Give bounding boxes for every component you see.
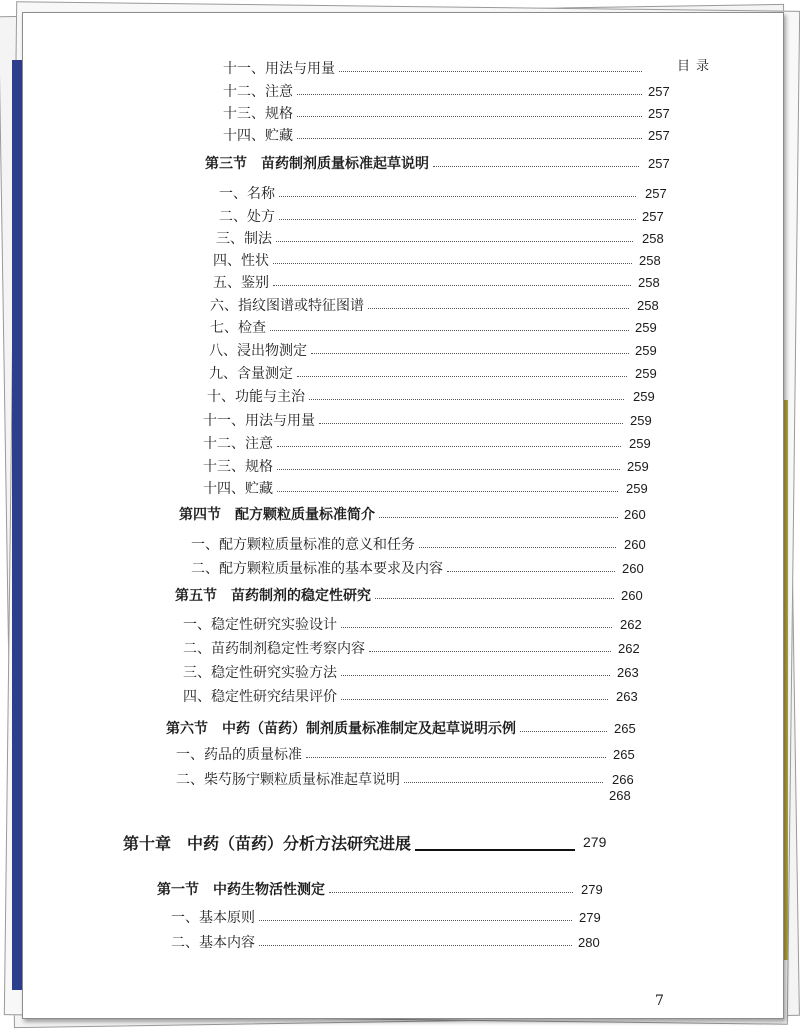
toc-section (23, 153, 783, 175)
toc-entry (23, 340, 783, 362)
toc-leader-line (339, 71, 642, 72)
toc-page-number: 279 (583, 834, 607, 850)
toc-entry-title: 二、柴芍肠宁颗粒质量标准起草说明 (176, 772, 400, 788)
toc-entry-title: 一、配方颗粒质量标准的意义和任务 (191, 537, 415, 553)
toc-section (23, 585, 783, 607)
toc-page-number: 262 (618, 641, 640, 656)
toc-entry-title: 一、稳定性研究实验设计 (183, 617, 337, 633)
toc-entry-title: 十一、用法与用量 (203, 413, 315, 429)
toc-page-number: 257 (648, 84, 670, 99)
toc-page-number: 260 (624, 537, 646, 552)
toc-page-number: 260 (624, 507, 646, 522)
toc-page-number: 257 (645, 186, 667, 201)
toc-leader-line (415, 849, 575, 851)
toc-page-number: 259 (633, 389, 655, 404)
toc-entry (23, 295, 783, 317)
toc-leader-line (319, 423, 623, 424)
toc-entry-title: 十三、规格 (223, 106, 293, 122)
toc-section (23, 879, 783, 901)
toc-leader-line (520, 731, 607, 732)
toc-entry-title: 二、配方颗粒质量标准的基本要求及内容 (191, 561, 443, 577)
toc-leader-line (273, 285, 631, 286)
toc-section (23, 718, 783, 740)
toc-entry (23, 386, 783, 408)
toc-entry (23, 744, 783, 766)
toc-page-number: 262 (620, 617, 642, 632)
toc-entry (23, 907, 783, 929)
toc-entry (23, 228, 783, 250)
toc-page-number: 259 (630, 413, 652, 428)
toc-entry (23, 58, 783, 80)
toc-leader-line (277, 469, 620, 470)
toc-entry (23, 363, 783, 385)
toc-entry-title: 八、浸出物测定 (209, 343, 307, 359)
page-number: 7 (655, 993, 664, 1009)
toc-leader-line (311, 353, 629, 354)
toc-page-number: 259 (629, 436, 651, 451)
toc-entry (23, 103, 783, 125)
toc-entry-title: 三、稳定性研究实验方法 (183, 665, 337, 681)
toc-page (22, 12, 784, 1019)
toc-leader-line (297, 94, 642, 95)
toc-page-number: 258 (642, 231, 664, 246)
toc-entry-title: 第十章 中药（苗药）分析方法研究进展 (123, 834, 412, 853)
toc-page-number: 259 (635, 343, 657, 358)
toc-entry (23, 614, 783, 636)
toc-leader-line (368, 308, 629, 309)
toc-leader-line (297, 376, 627, 377)
toc-page-number: 259 (627, 459, 649, 474)
toc-entry-title: 二、处方 (219, 209, 275, 225)
toc-section (23, 504, 783, 526)
toc-page-number: 279 (581, 882, 603, 897)
toc-leader-line (297, 138, 642, 139)
toc-leader-line (404, 782, 603, 783)
toc-entry-title: 四、性状 (213, 253, 269, 269)
toc-entry-title: 五、鉴别 (213, 275, 269, 291)
toc-page-number: 279 (579, 910, 601, 925)
toc-leader-line (379, 517, 618, 518)
toc-entry-title: 第四节 配方颗粒质量标准简介 (179, 507, 375, 523)
toc-entry-title: 二、基本内容 (171, 935, 255, 951)
toc-entry-title: 十一、用法与用量 (223, 61, 335, 77)
toc-entry-title: 十二、注意 (203, 436, 273, 452)
toc-page-number: 265 (613, 747, 635, 762)
toc-leader-line (447, 571, 615, 572)
toc-leader-line (297, 116, 642, 117)
toc-entry-title: 二、苗药制剂稳定性考察内容 (183, 641, 365, 657)
toc-entry (23, 317, 783, 339)
toc-entry (23, 206, 783, 228)
toc-leader-line (259, 920, 572, 921)
toc-entry (23, 183, 783, 205)
toc-leader-line (419, 547, 616, 548)
toc-entry-title: 六、指纹图谱或特征图谱 (210, 298, 364, 314)
toc-page-number: 258 (638, 275, 660, 290)
toc-leader-line (433, 166, 639, 167)
toc-entry (23, 686, 783, 708)
toc-leader-line (375, 598, 614, 599)
toc-entry-title: 九、含量测定 (209, 366, 293, 382)
toc-page-number: 263 (617, 665, 639, 680)
toc-entry-title: 十二、注意 (223, 84, 293, 100)
toc-entry (23, 558, 783, 580)
toc-entry (23, 272, 783, 294)
toc-page-number: 258 (639, 253, 661, 268)
toc-entry (23, 932, 783, 954)
running-head: 目录 (677, 59, 716, 74)
toc-entry (23, 250, 783, 272)
toc-page-number: 266 (612, 772, 634, 787)
toc-entry (23, 478, 783, 500)
toc-page-number: 265 (614, 721, 636, 736)
toc-leader-line (277, 491, 618, 492)
toc-entry (23, 534, 783, 556)
toc-leader-line (259, 945, 572, 946)
toc-entry-title: 四、稳定性研究结果评价 (183, 689, 337, 705)
toc-page-number: 263 (616, 689, 638, 704)
toc-page-number: 257 (648, 128, 670, 143)
toc-entry-title: 一、基本原则 (171, 910, 255, 926)
toc-page-number: 260 (621, 588, 643, 603)
toc-page-number: 268 (609, 788, 631, 803)
toc-page-number: 257 (642, 209, 664, 224)
toc-entry-title: 十、功能与主治 (207, 389, 305, 405)
toc-entry (23, 662, 783, 684)
toc-leader-line (306, 757, 606, 758)
toc-page-number: 259 (635, 366, 657, 381)
toc-leader-line (369, 651, 611, 652)
toc-entry (23, 81, 783, 103)
toc-page-number: 280 (578, 935, 600, 950)
toc-entry-title: 第五节 苗药制剂的稳定性研究 (175, 588, 371, 604)
toc-entry (23, 785, 783, 807)
toc-leader-line (270, 330, 629, 331)
toc-leader-line (309, 399, 624, 400)
toc-entry (23, 456, 783, 478)
toc-entry (23, 433, 783, 455)
toc-leader-line (276, 241, 633, 242)
toc-leader-line (277, 446, 621, 447)
toc-entry-title: 第一节 中药生物活性测定 (157, 882, 325, 898)
toc-leader-line (341, 675, 610, 676)
toc-entry-title: 十三、规格 (203, 459, 273, 475)
toc-entry-title: 第三节 苗药制剂质量标准起草说明 (205, 156, 429, 172)
toc-leader-line (329, 892, 573, 893)
toc-page-number: 260 (622, 561, 644, 576)
toc-entry-title: 一、药品的质量标准 (176, 747, 302, 763)
toc-entry-title: 第六节 中药（苗药）制剂质量标准制定及起草说明示例 (166, 721, 516, 737)
toc-page-number: 257 (648, 106, 670, 121)
toc-entry-title: 三、制法 (216, 231, 272, 247)
toc-entry-title: 一、名称 (219, 186, 275, 202)
toc-leader-line (279, 196, 636, 197)
toc-leader-line (341, 699, 608, 700)
toc-leader-line (279, 219, 636, 220)
book-edge-blue (12, 60, 22, 990)
toc-page-number: 259 (626, 481, 648, 496)
toc-chapter (23, 831, 783, 853)
toc-page-number: 258 (637, 298, 659, 313)
toc-entry-title: 十四、贮藏 (223, 128, 293, 144)
toc-leader-line (341, 627, 612, 628)
toc-entry (23, 125, 783, 147)
toc-entry (23, 638, 783, 660)
toc-entry-title: 十四、贮藏 (203, 481, 273, 497)
toc-entry-title: 七、检查 (210, 320, 266, 336)
toc-page-number: 257 (648, 156, 670, 171)
toc-leader-line (273, 263, 632, 264)
toc-entry (23, 410, 783, 432)
toc-page-number: 259 (635, 320, 657, 335)
